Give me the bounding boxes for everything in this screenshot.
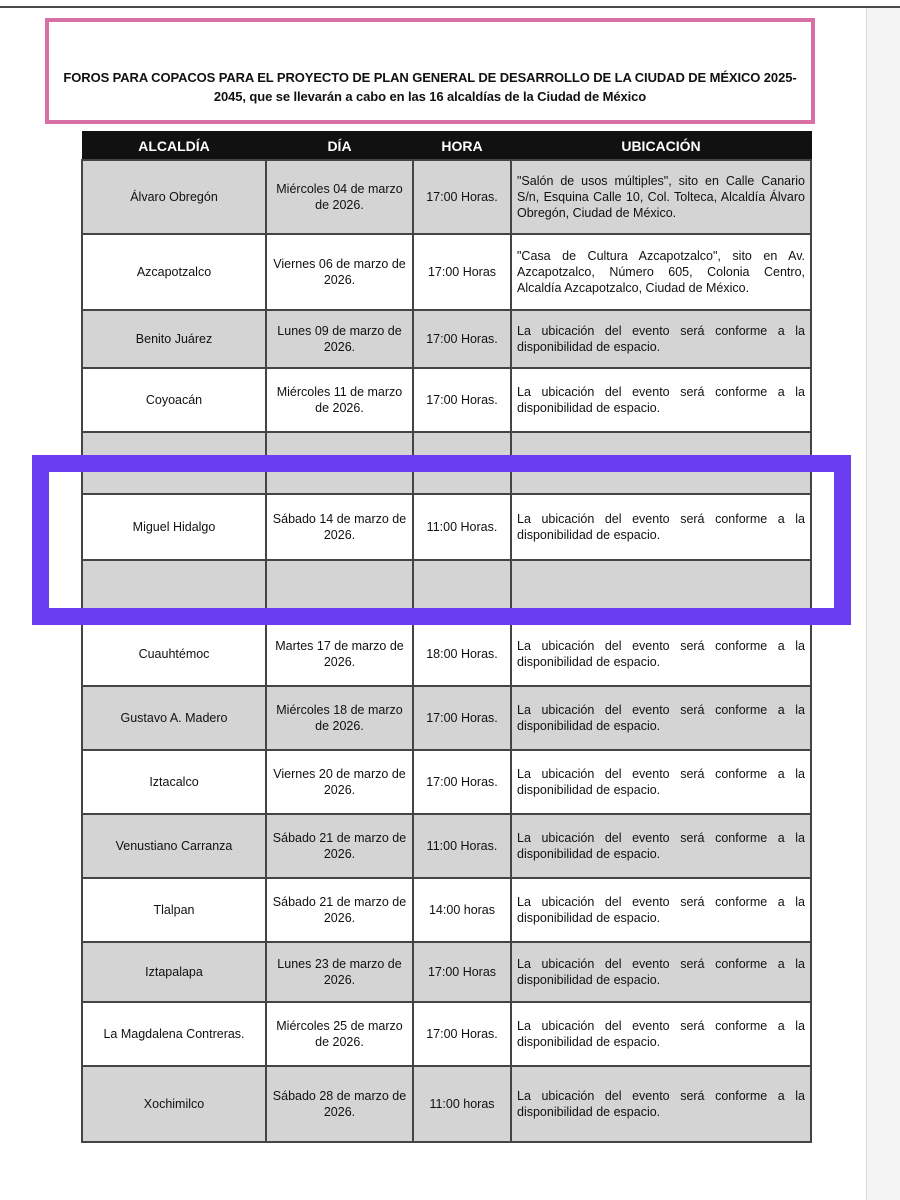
- cell-ubicacion: La ubicación del evento será conforme a la disponibilidad de espacio.: [511, 942, 811, 1002]
- cell-alcaldia: La Magdalena Contreras.: [82, 1002, 266, 1066]
- top-border-line: [0, 6, 900, 8]
- cell-hora: 14:00 horas: [413, 878, 511, 942]
- cell-alcaldia: Iztapalapa: [82, 942, 266, 1002]
- cell-dia: [266, 432, 413, 494]
- table-row: [82, 814, 811, 878]
- cell-hora: 17:00 Horas.: [413, 310, 511, 368]
- table-row: [82, 622, 811, 686]
- page-margin: [866, 8, 900, 1200]
- cell-dia: Miércoles 11 de marzo de 2026.: [266, 368, 413, 432]
- header-dia: DÍA: [266, 132, 413, 161]
- cell-dia: Miércoles 04 de marzo de 2026.: [266, 160, 413, 234]
- cell-alcaldia: Gustavo A. Madero: [82, 686, 266, 750]
- cell-hora: [413, 432, 511, 494]
- table-row: [82, 432, 811, 494]
- cell-hora: 11:00 Horas.: [413, 814, 511, 878]
- cell-ubicacion: La ubicación del evento será conforme a la disponibilidad de espacio.: [511, 1066, 811, 1142]
- table-row: [82, 878, 811, 942]
- cell-dia: Sábado 21 de marzo de 2026.: [266, 814, 413, 878]
- cell-ubicacion: [511, 560, 811, 622]
- schedule-table: [81, 131, 812, 1143]
- table-row: [82, 494, 811, 560]
- cell-hora: 11:00 horas: [413, 1066, 511, 1142]
- cell-ubicacion: La ubicación del evento será conforme a la disponibilidad de espacio.: [511, 814, 811, 878]
- table-row: [82, 686, 811, 750]
- cell-dia: Sábado 14 de marzo de 2026.: [266, 494, 413, 560]
- cell-alcaldia: Cuauhtémoc: [82, 622, 266, 686]
- table-row: [82, 234, 811, 310]
- table-row: [82, 750, 811, 814]
- cell-ubicacion: La ubicación del evento será conforme a la disponibilidad de espacio.: [511, 878, 811, 942]
- cell-dia: Viernes 20 de marzo de 2026.: [266, 750, 413, 814]
- cell-dia: [266, 560, 413, 622]
- cell-ubicacion: La ubicación del evento será conforme a la disponibilidad de espacio.: [511, 622, 811, 686]
- table-row: [82, 942, 811, 1002]
- cell-dia: Martes 17 de marzo de 2026.: [266, 622, 413, 686]
- cell-ubicacion: La ubicación del evento será conforme a la disponibilidad de espacio.: [511, 310, 811, 368]
- cell-dia: Viernes 06 de marzo de 2026.: [266, 234, 413, 310]
- cell-hora: 17:00 Horas.: [413, 750, 511, 814]
- cell-alcaldia: Tlalpan: [82, 878, 266, 942]
- cell-alcaldia: [82, 560, 266, 622]
- cell-ubicacion: La ubicación del evento será conforme a la disponibilidad de espacio.: [511, 686, 811, 750]
- cell-dia: Sábado 28 de marzo de 2026.: [266, 1066, 413, 1142]
- cell-ubicacion: La ubicación del evento será conforme a la disponibilidad de espacio.: [511, 750, 811, 814]
- cell-ubicacion: La ubicación del evento será conforme a la disponibilidad de espacio.: [511, 368, 811, 432]
- cell-alcaldia: Coyoacán: [82, 368, 266, 432]
- table-row: [82, 1002, 811, 1066]
- header-hora: HORA: [413, 132, 511, 161]
- table-header-row: [82, 132, 811, 161]
- header-alcaldia: ALCALDÍA: [82, 132, 266, 161]
- cell-alcaldia: [82, 432, 266, 494]
- cell-hora: 18:00 Horas.: [413, 622, 511, 686]
- table-row: [82, 368, 811, 432]
- table-row: [82, 310, 811, 368]
- cell-ubicacion: La ubicación del evento será conforme a la disponibilidad de espacio.: [511, 494, 811, 560]
- cell-alcaldia: Iztacalco: [82, 750, 266, 814]
- title-box: [45, 18, 815, 124]
- cell-alcaldia: Xochimilco: [82, 1066, 266, 1142]
- cell-ubicacion: "Casa de Cultura Azcapotzalco", sito en Av. Azcapotzalco, Número 605, Colonia Centro, Alcaldía Azcapotzalco, Ciudad de México.: [511, 234, 811, 310]
- cell-dia: Lunes 23 de marzo de 2026.: [266, 942, 413, 1002]
- cell-hora: 17:00 Horas.: [413, 1002, 511, 1066]
- table-row: [82, 1066, 811, 1142]
- cell-hora: 17:00 Horas.: [413, 686, 511, 750]
- cell-alcaldia: Venustiano Carranza: [82, 814, 266, 878]
- table-row: [82, 560, 811, 622]
- table-row: [82, 160, 811, 234]
- cell-dia: Miércoles 18 de marzo de 2026.: [266, 686, 413, 750]
- cell-hora: 17:00 Horas: [413, 942, 511, 1002]
- cell-hora: [413, 560, 511, 622]
- cell-alcaldia: Álvaro Obregón: [82, 160, 266, 234]
- cell-ubicacion: [511, 432, 811, 494]
- cell-alcaldia: Benito Juárez: [82, 310, 266, 368]
- header-ubicacion: UBICACIÓN: [511, 132, 811, 161]
- document-title: FOROS PARA COPACOS PARA EL PROYECTO DE PLAN GENERAL DE DESARROLLO DE LA CIUDAD DE MÉXICO 2025-2045, que se llevarán a cabo en las 16 alcaldías de la Ciudad de México: [63, 70, 797, 104]
- cell-alcaldia: Miguel Hidalgo: [82, 494, 266, 560]
- cell-hora: 17:00 Horas.: [413, 368, 511, 432]
- cell-ubicacion: La ubicación del evento será conforme a la disponibilidad de espacio.: [511, 1002, 811, 1066]
- cell-dia: Sábado 21 de marzo de 2026.: [266, 878, 413, 942]
- cell-ubicacion: "Salón de usos múltiples", sito en Calle Canario S/n, Esquina Calle 10, Col. Tolteca, Alcaldía Álvaro Obregón, Ciudad de México.: [511, 160, 811, 234]
- cell-hora: 17:00 Horas.: [413, 160, 511, 234]
- cell-alcaldia: Azcapotzalco: [82, 234, 266, 310]
- cell-dia: Lunes 09 de marzo de 2026.: [266, 310, 413, 368]
- cell-hora: 17:00 Horas: [413, 234, 511, 310]
- cell-hora: 11:00 Horas.: [413, 494, 511, 560]
- cell-dia: Miércoles 25 de marzo de 2026.: [266, 1002, 413, 1066]
